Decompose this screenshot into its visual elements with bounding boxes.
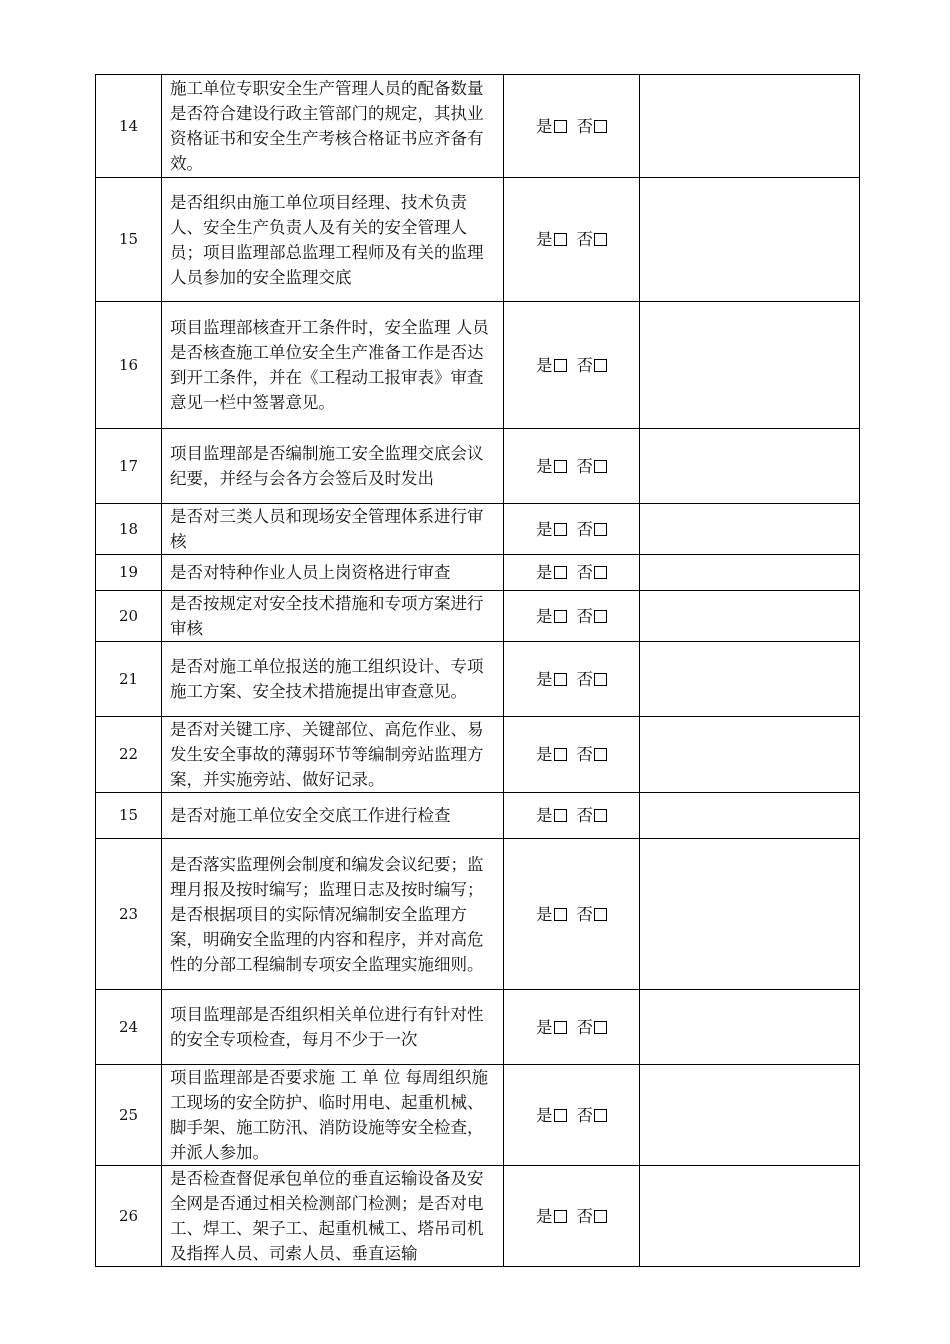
- yes-no-check: [504, 429, 640, 504]
- table-row: [96, 555, 860, 591]
- check-item-text: 是否检查督促承包单位的垂直运输设备及安全网是否通过相关检测部门检测；是否对电工、焊工、架子工、起重机械工、塔吊司机及指挥人员、司索人员、垂直运输: [162, 1166, 504, 1267]
- yes-no-check: [504, 839, 640, 990]
- yes-no-check: [504, 642, 640, 717]
- yes-checkbox[interactable]: [554, 359, 567, 372]
- check-item-text: 是否按规定对安全技术措施和专项方案进行审核: [162, 591, 504, 642]
- table-row: [96, 504, 860, 555]
- remark-cell[interactable]: [640, 504, 860, 555]
- table-row: [96, 429, 860, 504]
- yes-checkbox[interactable]: [554, 809, 567, 822]
- remark-cell[interactable]: [640, 178, 860, 302]
- remark-cell[interactable]: [640, 793, 860, 839]
- table-row: [96, 642, 860, 717]
- no-label: 否: [576, 1017, 593, 1037]
- no-label: 否: [576, 355, 593, 375]
- check-item-text: 是否组织由施工单位项目经理、技术负责人、安全生产负责人及有关的安全管理人员；项目监理部总监理工程师及有关的监理人员参加的安全监理交底: [162, 178, 504, 302]
- check-item-text: 是否落实监理例会制度和编发会议纪要；监理月报及按时编写；监理日志及按时编写；是否根据项目的实际情况编制安全监理方案，明确安全监理的内容和程序，并对高危性的分部工程编制专项安全监理实施细则。: [162, 839, 504, 990]
- yes-label: 是: [536, 669, 553, 689]
- remark-cell[interactable]: [640, 302, 860, 429]
- yes-no-check: [504, 717, 640, 793]
- no-checkbox[interactable]: [594, 809, 607, 822]
- no-label: 否: [576, 1206, 593, 1226]
- check-item-text: 是否对施工单位安全交底工作进行检查: [162, 793, 504, 839]
- yes-no-check: [504, 178, 640, 302]
- no-label: 否: [576, 230, 593, 249]
- yes-checkbox[interactable]: [554, 610, 567, 623]
- row-number: 15: [96, 178, 162, 302]
- no-checkbox[interactable]: [594, 523, 607, 536]
- remark-cell[interactable]: [640, 839, 860, 990]
- yes-checkbox[interactable]: [554, 566, 567, 579]
- remark-cell[interactable]: [640, 591, 860, 642]
- remark-cell[interactable]: [640, 429, 860, 504]
- check-item-text: 施工单位专职安全生产管理人员的配备数量是否符合建设行政主管部门的规定，其执业资格证书和安全生产考核合格证书应齐备有效。: [162, 75, 504, 178]
- no-label: 否: [576, 606, 593, 626]
- row-number: 21: [96, 642, 162, 717]
- check-item-text: 是否对三类人员和现场安全管理体系进行审核: [162, 504, 504, 555]
- no-label: 否: [576, 745, 593, 764]
- check-item-text: 项目监理部是否要求施 工 单 位 每周组织施工现场的安全防护、临时用电、起重机械、脚手架、施工防汛、消防设施等安全检查，并派人参加。: [162, 1065, 504, 1166]
- no-checkbox[interactable]: [594, 1021, 607, 1034]
- remark-cell[interactable]: [640, 1166, 860, 1267]
- row-number: 16: [96, 302, 162, 429]
- table-row: [96, 990, 860, 1065]
- remark-cell[interactable]: [640, 717, 860, 793]
- row-number: 22: [96, 717, 162, 793]
- yes-label: 是: [536, 355, 553, 375]
- yes-checkbox[interactable]: [554, 673, 567, 686]
- table-row: [96, 1065, 860, 1166]
- no-label: 否: [576, 904, 593, 924]
- yes-no-check: [504, 1065, 640, 1166]
- table-row: [96, 591, 860, 642]
- yes-checkbox[interactable]: [554, 1109, 567, 1122]
- yes-label: 是: [536, 806, 553, 825]
- row-number: 15: [96, 793, 162, 839]
- yes-no-check: [504, 990, 640, 1065]
- yes-label: 是: [536, 745, 553, 764]
- no-checkbox[interactable]: [594, 748, 607, 761]
- yes-checkbox[interactable]: [554, 120, 567, 133]
- yes-checkbox[interactable]: [554, 523, 567, 536]
- no-label: 否: [576, 519, 593, 539]
- yes-no-check: [504, 591, 640, 642]
- row-number: 19: [96, 555, 162, 591]
- yes-no-check: [504, 555, 640, 591]
- table-row: [96, 178, 860, 302]
- no-checkbox[interactable]: [594, 566, 607, 579]
- remark-cell[interactable]: [640, 555, 860, 591]
- table-row: [96, 839, 860, 990]
- check-item-text: 是否对特种作业人员上岗资格进行审查: [162, 555, 504, 591]
- check-item-text: 项目监理部是否组织相关单位进行有针对性的安全专项检查，每月不少于一次: [162, 990, 504, 1065]
- row-number: 18: [96, 504, 162, 555]
- no-checkbox[interactable]: [594, 908, 607, 921]
- no-checkbox[interactable]: [594, 233, 607, 246]
- check-item-text: 是否对施工单位报送的施工组织设计、专项施工方案、安全技术措施提出审查意见。: [162, 642, 504, 717]
- check-item-text: 项目监理部核查开工条件时，安全监理 人员是否核查施工单位安全生产准备工作是否达到开工条件，并在《工程动工报审表》审查意见一栏中签署意见。: [162, 302, 504, 429]
- no-checkbox[interactable]: [594, 1109, 607, 1122]
- yes-checkbox[interactable]: [554, 1021, 567, 1034]
- no-checkbox[interactable]: [594, 359, 607, 372]
- no-checkbox[interactable]: [594, 673, 607, 686]
- row-number: 23: [96, 839, 162, 990]
- yes-checkbox[interactable]: [554, 460, 567, 473]
- yes-no-check: [504, 302, 640, 429]
- yes-checkbox[interactable]: [554, 1210, 567, 1223]
- yes-label: 是: [536, 904, 553, 924]
- no-checkbox[interactable]: [594, 120, 607, 133]
- no-checkbox[interactable]: [594, 1210, 607, 1223]
- remark-cell[interactable]: [640, 990, 860, 1065]
- yes-checkbox[interactable]: [554, 908, 567, 921]
- row-number: 17: [96, 429, 162, 504]
- remark-cell[interactable]: [640, 1065, 860, 1166]
- yes-label: 是: [536, 456, 553, 476]
- remark-cell[interactable]: [640, 642, 860, 717]
- table-row: [96, 302, 860, 429]
- table-row: [96, 75, 860, 178]
- yes-label: 是: [536, 230, 553, 249]
- row-number: 20: [96, 591, 162, 642]
- row-number: 25: [96, 1065, 162, 1166]
- no-label: 否: [576, 563, 593, 582]
- check-item-text: 项目监理部是否编制施工安全监理交底会议纪要，并经与会各方会签后及时发出: [162, 429, 504, 504]
- row-number: 26: [96, 1166, 162, 1267]
- yes-label: 是: [536, 563, 553, 582]
- check-item-text: 是否对关键工序、关键部位、高危作业、易发生安全事故的薄弱环节等编制旁站监理方案，并实施旁站、做好记录。: [162, 717, 504, 793]
- yes-label: 是: [536, 1105, 553, 1125]
- no-checkbox[interactable]: [594, 610, 607, 623]
- yes-checkbox[interactable]: [554, 748, 567, 761]
- row-number: 14: [96, 75, 162, 178]
- row-number: 24: [96, 990, 162, 1065]
- table-row: [96, 1166, 860, 1267]
- remark-cell[interactable]: [640, 75, 860, 178]
- yes-no-check: [504, 793, 640, 839]
- yes-label: 是: [536, 519, 553, 539]
- no-label: 否: [576, 116, 593, 136]
- no-label: 否: [576, 806, 593, 825]
- no-label: 否: [576, 456, 593, 476]
- yes-label: 是: [536, 1017, 553, 1037]
- table-row: [96, 717, 860, 793]
- yes-label: 是: [536, 606, 553, 626]
- safety-checklist-table: [95, 74, 860, 1267]
- yes-no-check: [504, 1166, 640, 1267]
- yes-no-check: [504, 504, 640, 555]
- yes-checkbox[interactable]: [554, 233, 567, 246]
- yes-no-check: [504, 75, 640, 178]
- yes-label: 是: [536, 1206, 553, 1226]
- no-label: 否: [576, 1105, 593, 1125]
- yes-label: 是: [536, 116, 553, 136]
- no-label: 否: [576, 669, 593, 689]
- no-checkbox[interactable]: [594, 460, 607, 473]
- table-row: [96, 793, 860, 839]
